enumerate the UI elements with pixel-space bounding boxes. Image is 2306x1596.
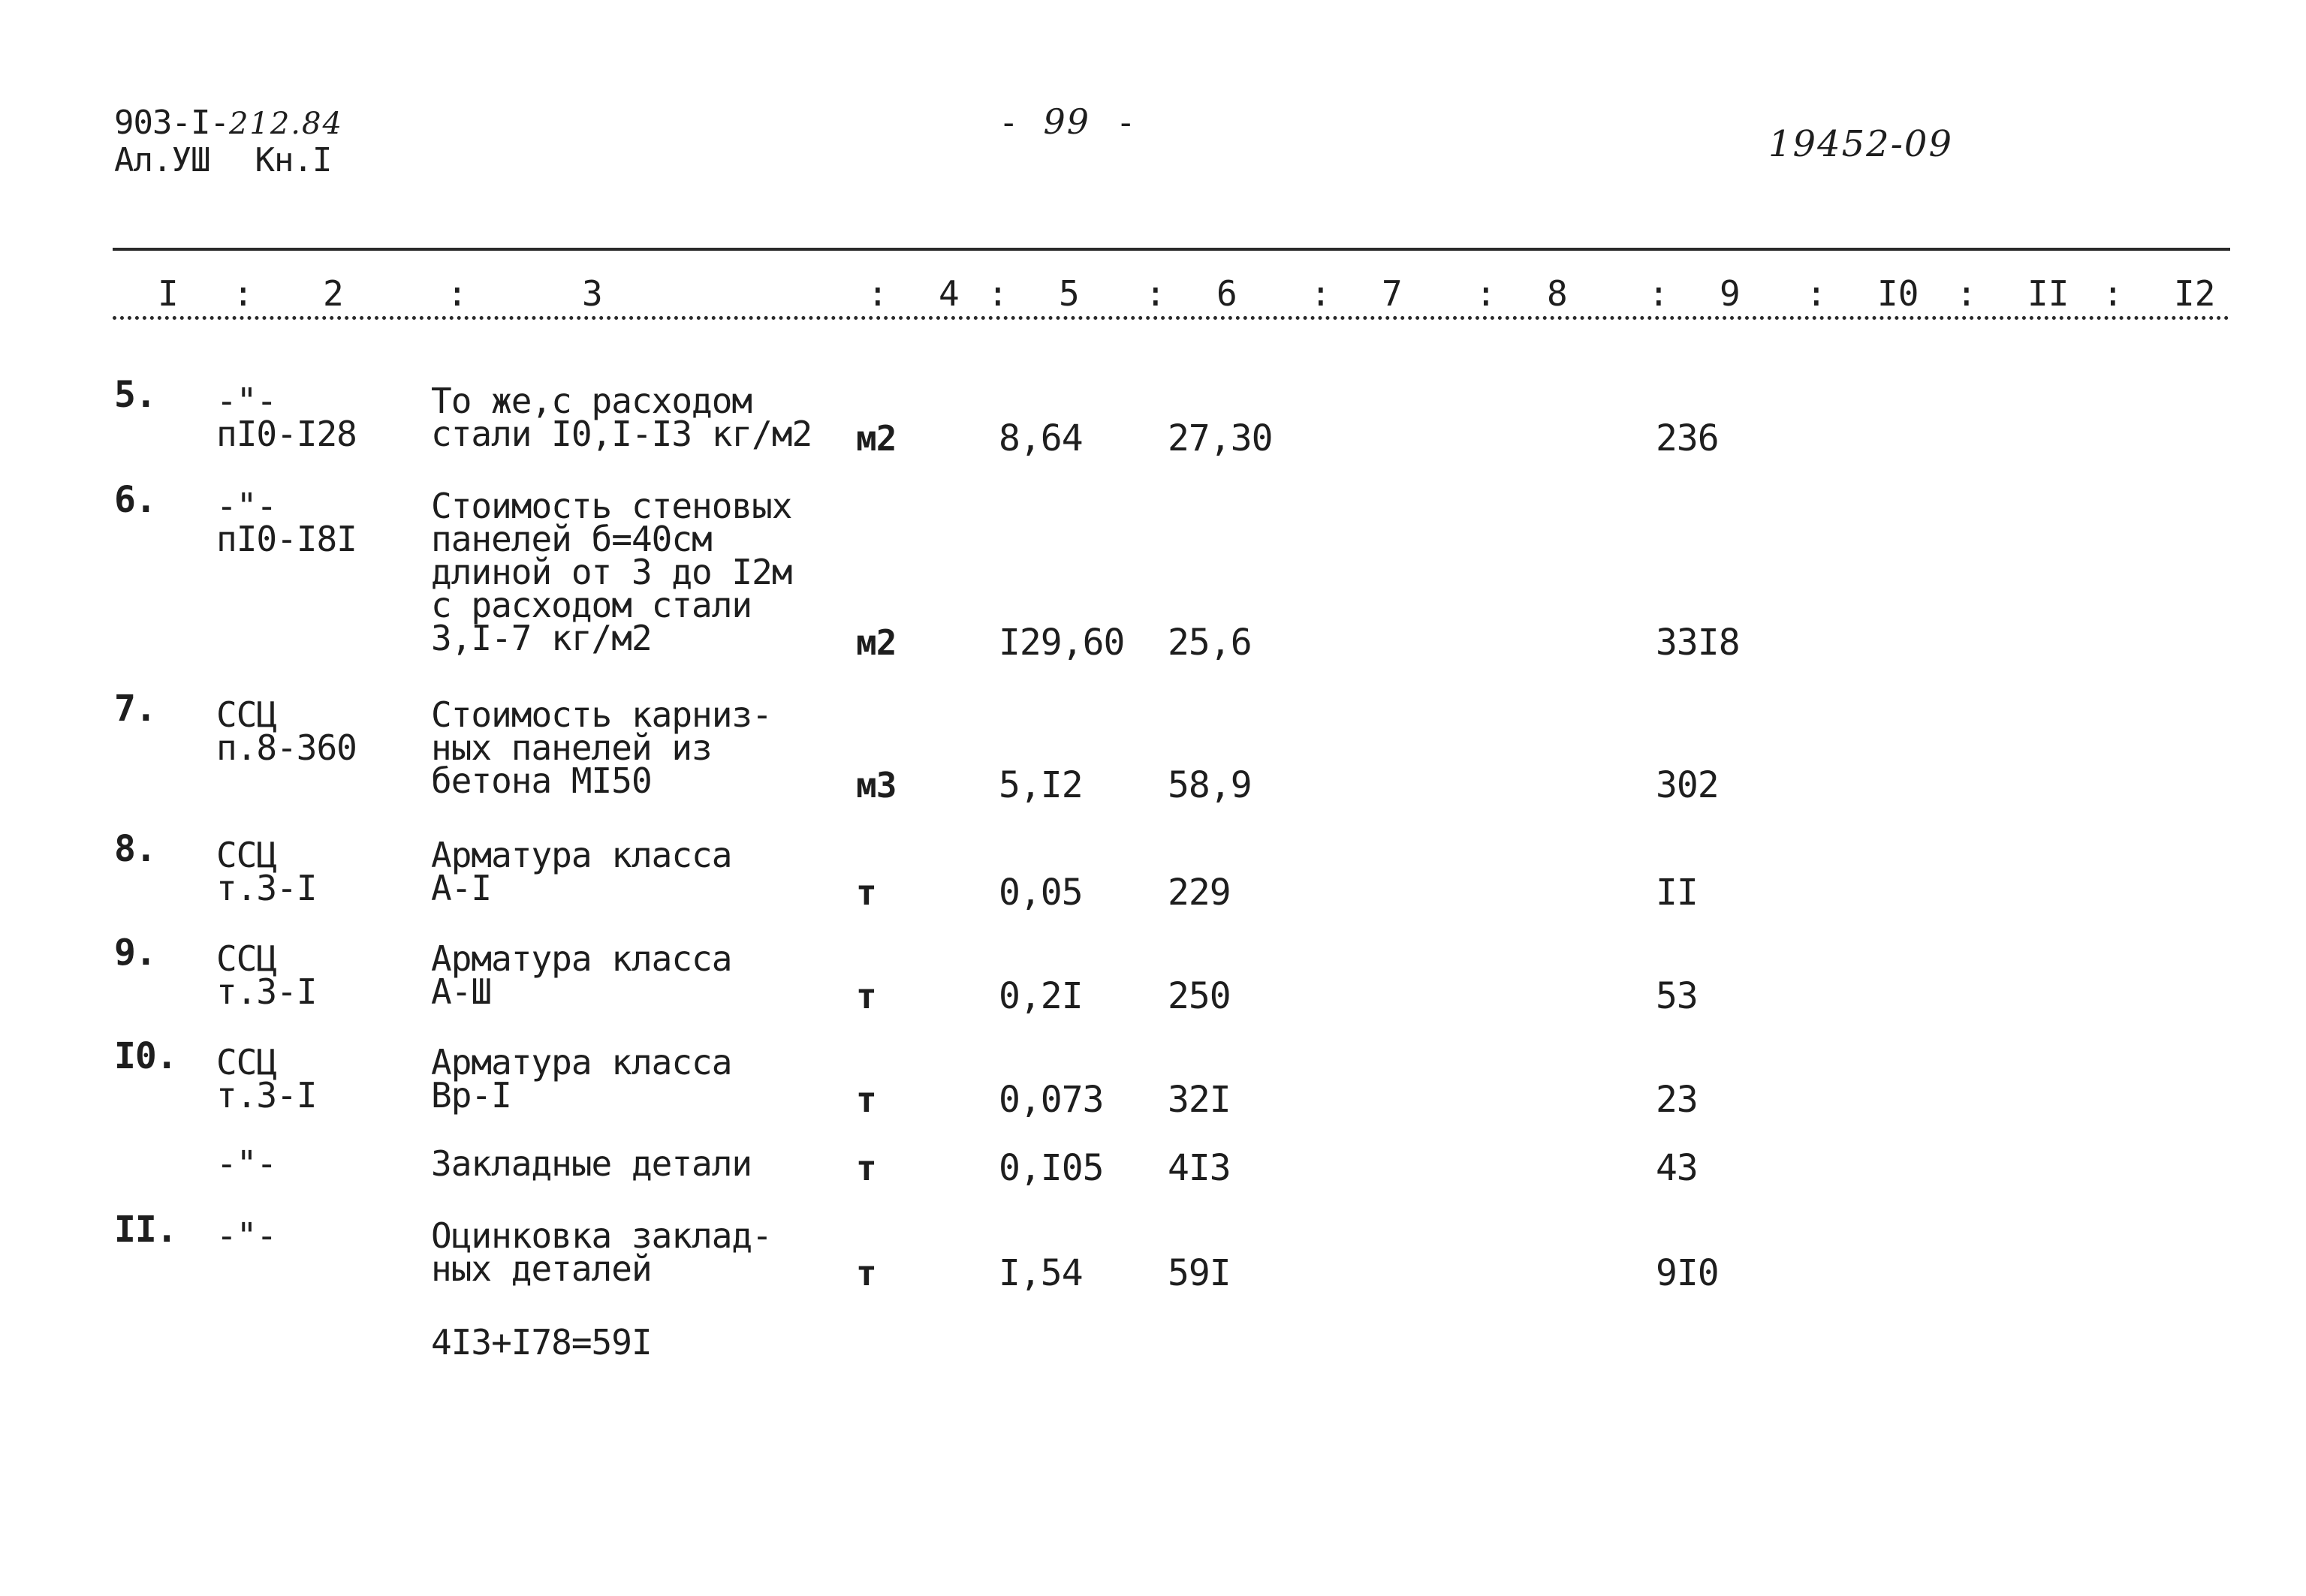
row-number: 9. xyxy=(114,932,156,974)
calculation-note: 4I3+I78=59I xyxy=(431,1322,652,1363)
column-separator: : xyxy=(1310,273,1331,314)
row-description: 3,I-7 кг/м2 xyxy=(431,618,652,658)
column-number-2: 2 xyxy=(323,273,344,314)
row-quantity: I29,60 xyxy=(999,622,1125,664)
row-total: 33I8 xyxy=(1656,622,1740,664)
row-description: ных деталей xyxy=(431,1248,652,1289)
column-separator: : xyxy=(1648,273,1669,314)
row-number: 5. xyxy=(114,374,156,416)
row-unit: т xyxy=(856,976,876,1016)
row-reference: т.3-I xyxy=(216,868,317,908)
table-header-rule xyxy=(113,316,2230,320)
column-number-12: I2 xyxy=(2174,273,2216,314)
row-reference: ССЦ xyxy=(216,1042,277,1083)
row-quantity: 0,05 xyxy=(999,872,1083,914)
row-total: 43 xyxy=(1656,1147,1698,1189)
row-total: 236 xyxy=(1656,417,1719,459)
row-description: А-Ш xyxy=(431,971,492,1012)
row-unit: м2 xyxy=(856,418,897,459)
row-unit: т xyxy=(856,1148,876,1188)
page-dash-left: - xyxy=(999,104,1018,142)
row-unit-price: 229 xyxy=(1168,872,1231,914)
row-description: Закладные детали xyxy=(431,1143,752,1184)
row-quantity: 5,I2 xyxy=(999,764,1083,806)
album-label: Ал.УШ xyxy=(114,141,210,179)
row-description: стали I0,I-I3 кг/м2 xyxy=(431,414,812,454)
row-reference: -"- xyxy=(216,1143,277,1184)
column-separator: : xyxy=(1806,273,1827,314)
row-total: 23 xyxy=(1656,1079,1698,1121)
row-number: 7. xyxy=(114,688,156,730)
row-unit-price: 59I xyxy=(1168,1252,1231,1294)
row-description: бетона МI50 xyxy=(431,760,652,801)
column-separator: : xyxy=(987,273,1008,314)
column-number-8: 8 xyxy=(1547,273,1568,314)
row-unit: т xyxy=(856,872,876,913)
row-reference: пI0-I28 xyxy=(216,414,357,454)
book-label: Кн.I xyxy=(255,141,332,179)
row-unit-price: 250 xyxy=(1168,975,1231,1017)
row-number: I0. xyxy=(114,1035,177,1077)
row-unit-price: 32I xyxy=(1168,1079,1231,1121)
row-description: Оцинковка заклад- xyxy=(431,1215,772,1256)
row-total: II xyxy=(1656,872,1698,914)
column-separator: : xyxy=(233,273,254,314)
column-separator: : xyxy=(867,273,888,314)
row-quantity: 0,I05 xyxy=(999,1147,1104,1189)
row-reference: -"- xyxy=(216,486,277,526)
row-description: Арматура класса xyxy=(431,1042,732,1083)
row-total: 302 xyxy=(1656,764,1719,806)
column-separator: : xyxy=(1476,273,1497,314)
row-unit-price: 58,9 xyxy=(1168,764,1252,806)
page-dash-right: - xyxy=(1116,104,1135,142)
row-reference: т.3-I xyxy=(216,1075,317,1116)
column-number-5: 5 xyxy=(1059,273,1080,314)
row-quantity: 0,073 xyxy=(999,1079,1104,1121)
row-description: ных панелей из xyxy=(431,727,712,768)
row-unit: т xyxy=(856,1253,876,1293)
row-reference: п.8-360 xyxy=(216,727,357,768)
column-separator: : xyxy=(2103,273,2124,314)
row-number: 6. xyxy=(114,479,156,521)
row-reference: ССЦ xyxy=(216,835,277,875)
row-total: 53 xyxy=(1656,975,1698,1017)
column-number-10: I0 xyxy=(1877,273,1919,314)
row-reference: -"- xyxy=(216,381,277,421)
row-reference: ССЦ xyxy=(216,694,277,735)
column-number-7: 7 xyxy=(1382,273,1403,314)
column-number-3: 3 xyxy=(582,273,603,314)
row-number: II. xyxy=(114,1209,177,1251)
row-number: 8. xyxy=(114,828,156,870)
row-unit-price: 27,30 xyxy=(1168,417,1273,459)
column-separator: : xyxy=(1145,273,1166,314)
row-description: длиной от 3 до I2м xyxy=(431,552,792,592)
row-unit: м3 xyxy=(856,765,897,806)
row-quantity: 0,2I xyxy=(999,975,1083,1017)
column-number-1: I xyxy=(158,273,179,314)
row-description: Вр-I xyxy=(431,1075,511,1116)
doc-code-printed: 903-I- xyxy=(114,104,229,142)
row-quantity: 8,64 xyxy=(999,417,1083,459)
column-number-6: 6 xyxy=(1216,273,1237,314)
row-reference: -"- xyxy=(216,1215,277,1256)
row-description: Арматура класса xyxy=(431,835,732,875)
page-number-value: 99 xyxy=(1043,101,1091,142)
row-quantity: I,54 xyxy=(999,1252,1083,1294)
column-number-11: II xyxy=(2027,273,2069,314)
row-description: Стоимость стеновых xyxy=(431,486,792,526)
row-total: 9I0 xyxy=(1656,1252,1719,1294)
album-book-line xyxy=(114,143,331,179)
row-description: Арматура класса xyxy=(431,938,732,979)
row-reference: ССЦ xyxy=(216,938,277,979)
row-description: А-I xyxy=(431,868,492,908)
document-code xyxy=(114,105,343,142)
row-reference: т.3-I xyxy=(216,971,317,1012)
row-description: панелей б=40см xyxy=(431,519,712,559)
row-unit: т xyxy=(856,1080,876,1120)
row-description: с расходом стали xyxy=(431,585,752,625)
row-unit-price: 25,6 xyxy=(1168,622,1252,664)
column-number-4: 4 xyxy=(939,273,960,314)
column-separator: : xyxy=(1956,273,1977,314)
column-separator: : xyxy=(447,273,468,314)
row-description: Стоимость карниз- xyxy=(431,694,772,735)
row-unit-price: 4I3 xyxy=(1168,1147,1231,1189)
page-number xyxy=(999,101,1135,142)
table-top-rule xyxy=(113,248,2230,251)
doc-code-handwritten: 212.84 xyxy=(228,107,343,141)
row-unit: м2 xyxy=(856,622,897,663)
row-description: То же,с расходом xyxy=(431,381,752,421)
column-number-9: 9 xyxy=(1720,273,1741,314)
row-reference: пI0-I8I xyxy=(216,519,357,559)
document-number: 19452-09 xyxy=(1768,123,1953,165)
